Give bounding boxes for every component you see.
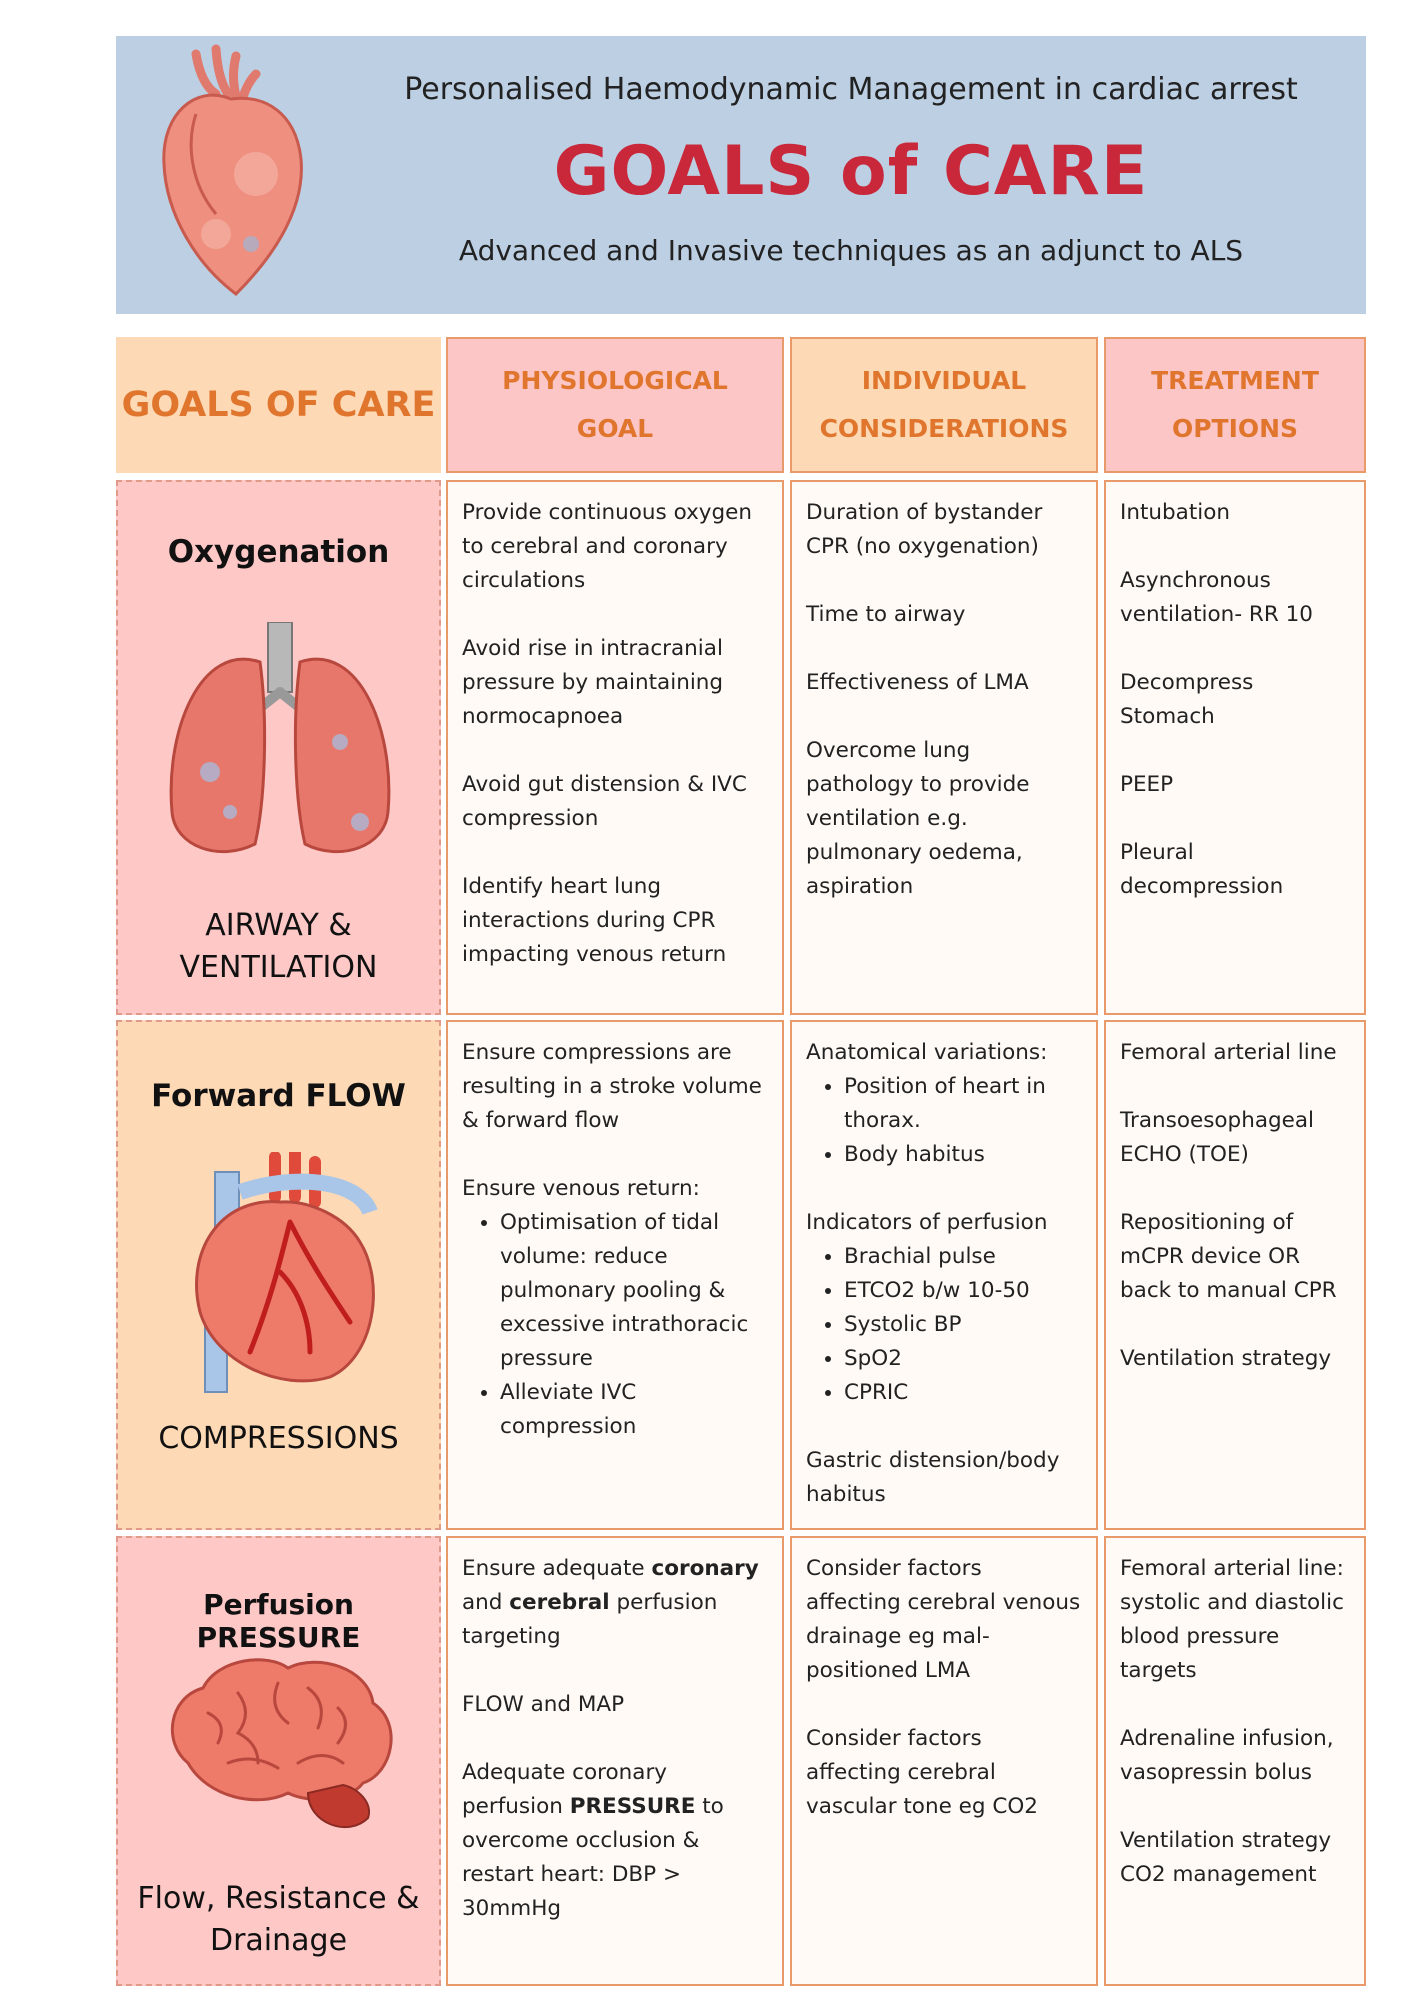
list-item: • SpO2 [844, 1342, 1082, 1376]
text-item: Adrenaline infusion, vasopressin bolus [1120, 1726, 1334, 1785]
header-physiological-line1: PHYSIOLOGICAL [502, 366, 728, 395]
perfusion-pressure-individual-considerations [790, 1536, 1098, 1986]
row-perfusion-pressure-label [116, 1536, 441, 1986]
forward-flow-individual-considerations [790, 1020, 1098, 1530]
oxygenation-physiological-goal [446, 480, 784, 1015]
text-item: CO2 management [1120, 1862, 1317, 1887]
text-item: Gastric distension/body habitus [806, 1448, 1060, 1507]
header-physiological-goal [446, 337, 784, 473]
list-item: • Optimisation of tidal volume: reduce pulmonary pooling & excessive intrathoracic pressure [500, 1206, 768, 1376]
text-item: Adequate coronary perfusion PRESSURE to overcome occlusion & restart heart: DBP > 30mmHg [462, 1760, 724, 1921]
oxygenation-individual-considerations [790, 480, 1098, 1015]
header-individual-considerations [790, 337, 1098, 473]
text-item: Femoral arterial line: systolic and diastolic blood pressure targets [1120, 1556, 1344, 1683]
text-item: Identify heart lung interactions during CPR impacting venous return [462, 874, 727, 967]
text-item: Effectiveness of LMA [806, 670, 1029, 695]
row-subtitle-line1: Flow, Resistance & [137, 1881, 420, 1916]
list-item: • Alleviate IVC compression [500, 1376, 768, 1444]
bullet-list [806, 1070, 1082, 1172]
row-subtitle [118, 905, 439, 989]
header-treatment-options [1104, 337, 1366, 473]
list-item: • Position of heart in thorax. [844, 1070, 1082, 1138]
page-title: GOALS of CARE [553, 132, 1149, 211]
list-item: • Systolic BP [844, 1308, 1082, 1342]
lungs-illustration [160, 622, 400, 862]
row-subtitle-line1: AIRWAY & [205, 908, 352, 943]
text-item: Repositioning of mCPR device OR back to manual CPR [1120, 1210, 1337, 1303]
header-banner [116, 36, 1366, 314]
header-goals: GOALS OF CARE [116, 337, 441, 473]
text-item: Avoid gut distension & IVC compression [462, 772, 747, 831]
row-subtitle-line2: VENTILATION [179, 950, 378, 985]
list-item: • ETCO2 b/w 10-50 [844, 1274, 1082, 1308]
banner-tagline: Advanced and Invasive techniques as an adjunct to ALS [458, 234, 1244, 267]
text-item: Avoid rise in intracranial pressure by maintaining normocapnoea [462, 636, 724, 729]
heart-illustration [180, 1152, 380, 1402]
row-forward-flow-label [116, 1020, 441, 1530]
text-item: Ventilation strategy [1120, 1346, 1332, 1371]
text-item: Overcome lung pathology to provide ventilation e.g. pulmonary oedema, aspiration [806, 738, 1030, 899]
banner-subtitle: Personalised Haemodynamic Management in cardiac arrest [404, 72, 1298, 107]
text-item: Provide continuous oxygen to cerebral and coronary circulations [462, 500, 753, 593]
text-item: Decompress Stomach [1120, 670, 1254, 729]
row-subtitle [118, 1878, 439, 1962]
bullet-list [806, 1240, 1082, 1410]
text-item: Duration of bystander CPR (no oxygenation) [806, 500, 1043, 559]
text-item: Pleural decompression [1120, 840, 1284, 899]
heart-illustration [156, 44, 306, 299]
forward-flow-physiological-goal [446, 1020, 784, 1530]
text-item: Time to airway [806, 602, 966, 627]
text-item: Indicators of perfusion [806, 1210, 1048, 1235]
list-item: • Body habitus [844, 1138, 1082, 1172]
row-title: Oxygenation [167, 534, 390, 570]
text-item: Ventilation strategy [1120, 1828, 1332, 1853]
bullet-list [462, 1206, 768, 1444]
list-item: • Brachial pulse [844, 1240, 1082, 1274]
text-item: Consider factors affecting cerebral venous drainage eg mal-positioned LMA [806, 1556, 1081, 1683]
row-title: Forward FLOW [151, 1078, 406, 1114]
list-item: • CPRIC [844, 1376, 1082, 1410]
header-individual-line1: INDIVIDUAL [861, 366, 1027, 395]
text-item: Consider factors affecting cerebral vascular tone eg CO2 [806, 1726, 1038, 1819]
text-item: Ensure compressions are resulting in a stroke volume & forward flow [462, 1040, 762, 1133]
perfusion-pressure-treatment-options [1104, 1536, 1366, 1986]
header-physiological-line2: GOAL [576, 414, 654, 443]
text-item: Intubation [1120, 500, 1231, 525]
text-item: FLOW and MAP [462, 1692, 625, 1717]
oxygenation-treatment-options [1104, 480, 1366, 1015]
text-item: PEEP [1120, 772, 1174, 797]
text-item: Femoral arterial line [1120, 1040, 1337, 1065]
row-oxygenation-label [116, 480, 441, 1015]
row-title: Perfusion PRESSURE [196, 1588, 361, 1654]
text-item: Ensure adequate coronary and cerebral perfusion targeting [462, 1556, 759, 1649]
row-subtitle: COMPRESSIONS [158, 1421, 399, 1456]
header-treatment-line2: OPTIONS [1171, 414, 1299, 443]
perfusion-pressure-physiological-goal [446, 1536, 784, 1986]
text-item: Anatomical variations: [806, 1040, 1048, 1065]
text-item: Ensure venous return: [462, 1176, 700, 1201]
brain-illustration [158, 1653, 403, 1843]
forward-flow-treatment-options [1104, 1020, 1366, 1530]
text-item: Asynchronous ventilation- RR 10 [1120, 568, 1313, 627]
header-individual-line2: CONSIDERATIONS [819, 414, 1069, 443]
header-treatment-line1: TREATMENT [1151, 366, 1319, 395]
text-item: Transoesophageal ECHO (TOE) [1120, 1108, 1315, 1167]
row-subtitle-line2: Drainage [209, 1923, 348, 1958]
